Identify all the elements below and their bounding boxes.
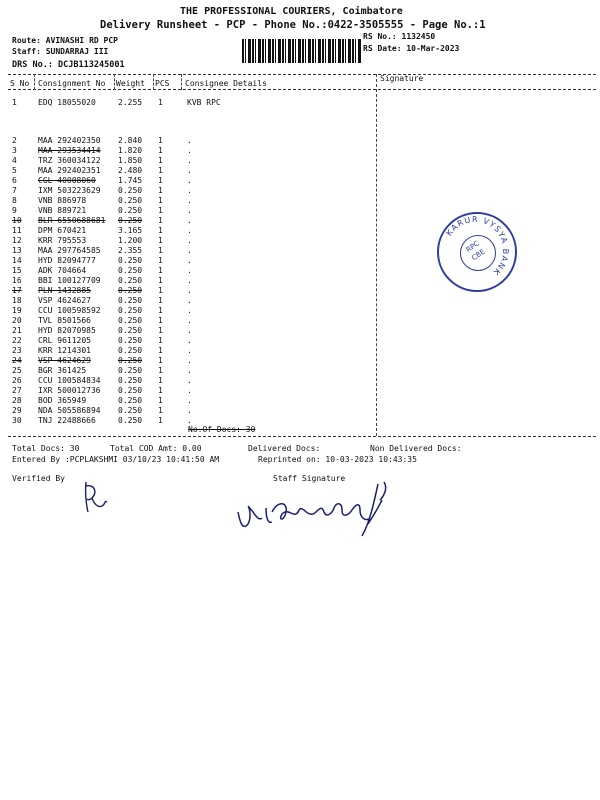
company-title: THE PROFESSIONAL COURIERS, Coimbatore — [180, 6, 403, 17]
row-weight: 0.250 — [118, 186, 143, 195]
row-sno: 3 — [12, 146, 17, 155]
delivered-docs: Delivered Docs: — [248, 444, 321, 453]
row-weight: 0.250 — [118, 376, 143, 385]
row-weight: 0.250 — [118, 276, 143, 285]
table-row — [0, 356, 600, 366]
row-weight: 1.200 — [118, 236, 143, 245]
row-consignee: . — [187, 136, 192, 145]
row-sno: 20 — [12, 316, 22, 325]
row-consignment: HYD 82070985 — [38, 326, 96, 335]
row-sno: 12 — [12, 236, 22, 245]
row-consignee: . — [187, 156, 192, 165]
reprinted-on: Reprinted on: 10-03-2023 10:43:35 — [258, 455, 417, 464]
row-consignment: PLN 1432885 — [38, 286, 91, 295]
row-weight: 1.745 — [118, 176, 143, 185]
row-consignment: TNJ 22488666 — [38, 416, 96, 425]
row-weight: 0.250 — [118, 296, 143, 305]
row-consignee: . — [187, 346, 192, 355]
staff-signature-label: Staff Signature — [273, 474, 346, 483]
no-of-docs: No.Of Docs: 30 — [188, 425, 256, 434]
row-sno: 1 — [12, 98, 17, 107]
route-label: Route: AVINASHI RD PCP — [12, 36, 118, 45]
verified-by-label: Verified By — [12, 474, 65, 483]
row-pcs: 1 — [158, 296, 163, 305]
table-row — [0, 376, 600, 386]
row-weight: 0.250 — [118, 346, 143, 355]
row-consignment: MAA 293534414 — [38, 146, 101, 155]
row-consignment: MAA 292402351 — [38, 166, 101, 175]
row-consignment: CRL 9611205 — [38, 336, 91, 345]
header-rule-top — [8, 74, 596, 75]
row-pcs: 1 — [158, 166, 163, 175]
row-sno: 10 — [12, 216, 22, 225]
row-weight: 0.250 — [118, 216, 143, 225]
row-consignee: . — [187, 246, 192, 255]
table-row — [0, 336, 600, 346]
table-row — [0, 166, 600, 176]
row-pcs: 1 — [158, 356, 163, 365]
row-weight: 0.250 — [118, 196, 143, 205]
row-consignee: . — [187, 226, 192, 235]
row-pcs: 1 — [158, 146, 163, 155]
row-weight: 0.250 — [118, 356, 143, 365]
row-pcs: 1 — [158, 306, 163, 315]
rs-number: RS No.: 1132450 — [363, 32, 436, 41]
row-consignment: VSP 4624627 — [38, 296, 91, 305]
row-consignee: . — [187, 176, 192, 185]
row-consignment: BGR 361425 — [38, 366, 87, 375]
col-divider — [114, 74, 115, 90]
row-consignment: VNB 889721 — [38, 206, 87, 215]
col-divider — [153, 74, 154, 90]
row-weight: 0.250 — [118, 396, 143, 405]
runsheet-subtitle: Delivery Runsheet - PCP - Phone No.:0422-3505555 - Page No.:1 — [100, 19, 486, 31]
row-weight: 1.820 — [118, 146, 143, 155]
total-cod: Total COD Amt: 0.00 — [110, 444, 202, 453]
table-row — [0, 156, 600, 166]
row-sno: 11 — [12, 226, 22, 235]
row-pcs: 1 — [158, 286, 163, 295]
table-row — [0, 386, 600, 396]
row-consignment: ADK 704664 — [38, 266, 87, 275]
row-weight: 0.250 — [118, 366, 143, 375]
row-weight: 0.250 — [118, 306, 143, 315]
row-sno: 5 — [12, 166, 17, 175]
staff-signature-image — [232, 478, 412, 540]
table-row — [0, 326, 600, 336]
row-weight: 2.355 — [118, 246, 143, 255]
table-row — [0, 406, 600, 416]
table-row — [0, 136, 600, 146]
row-pcs: 1 — [158, 396, 163, 405]
row-weight: 0.250 — [118, 416, 143, 425]
col-divider — [34, 74, 35, 90]
row-sno: 9 — [12, 206, 17, 215]
row-consignee: . — [187, 306, 192, 315]
col-header-consignment: Consignment No — [38, 79, 106, 88]
table-row — [0, 316, 600, 326]
row-sno: 18 — [12, 296, 22, 305]
row-sno: 24 — [12, 356, 22, 365]
svg-text:RPC: RPC — [464, 239, 481, 255]
row-weight: 3.165 — [118, 226, 143, 235]
row-sno: 26 — [12, 376, 22, 385]
row-consignment: DPM 670421 — [38, 226, 87, 235]
row-consignment: HYD 82094777 — [38, 256, 96, 265]
row-consignee: . — [187, 146, 192, 155]
table-row — [0, 416, 600, 426]
row-consignment: MAA 297764585 — [38, 246, 101, 255]
svg-text:KARUR VYSYA BANK: KARUR VYSYA BANK — [444, 214, 511, 278]
row-weight: 0.250 — [118, 266, 143, 275]
row-sno: 28 — [12, 396, 22, 405]
row-sno: 8 — [12, 196, 17, 205]
table-row — [0, 396, 600, 406]
col-header-consignee: Consignee Details — [185, 79, 267, 88]
svg-text:CBE: CBE — [470, 247, 487, 263]
row-sno: 2 — [12, 136, 17, 145]
row-pcs: 1 — [158, 256, 163, 265]
row-pcs: 1 — [158, 406, 163, 415]
verified-signature-image — [76, 478, 116, 518]
row-pcs: 1 — [158, 276, 163, 285]
row-consignment: BBI 100127709 — [38, 276, 101, 285]
table-row — [0, 176, 600, 186]
row-consignee: . — [187, 366, 192, 375]
stamp-text-graphic — [437, 212, 513, 288]
row-pcs: 1 — [158, 346, 163, 355]
barcode-image — [242, 39, 362, 63]
row-consignee: . — [187, 316, 192, 325]
row-pcs: 1 — [158, 216, 163, 225]
row-sno: 13 — [12, 246, 22, 255]
row-pcs: 1 — [158, 326, 163, 335]
row-weight: 0.250 — [118, 206, 143, 215]
row-sno: 23 — [12, 346, 22, 355]
row-weight: 0.250 — [118, 256, 143, 265]
row-consignee: . — [187, 336, 192, 345]
row-consignee: . — [187, 256, 192, 265]
row-sno: 27 — [12, 386, 22, 395]
row-weight: 2.840 — [118, 136, 143, 145]
row-weight: 1.850 — [118, 156, 143, 165]
row-sno: 21 — [12, 326, 22, 335]
row-consignment: VNB 886978 — [38, 196, 87, 205]
row-consignment: VSP 4624629 — [38, 356, 91, 365]
row-sno: 15 — [12, 266, 22, 275]
row-pcs: 1 — [158, 416, 163, 425]
row-sno: 30 — [12, 416, 22, 425]
header-rule-bottom — [8, 89, 596, 90]
table-row — [0, 98, 600, 108]
row-sno: 16 — [12, 276, 22, 285]
row-pcs: 1 — [158, 376, 163, 385]
row-pcs: 1 — [158, 316, 163, 325]
row-pcs: 1 — [158, 176, 163, 185]
total-docs: Total Docs: 30 — [12, 444, 80, 453]
row-sno: 14 — [12, 256, 22, 265]
row-sno: 19 — [12, 306, 22, 315]
row-pcs: 1 — [158, 156, 163, 165]
col-header-signature: Signature — [380, 74, 424, 83]
row-weight: 0.250 — [118, 286, 143, 295]
row-consignee: . — [187, 406, 192, 415]
row-pcs: 1 — [158, 246, 163, 255]
row-consignee: . — [187, 216, 192, 225]
row-consignee: . — [187, 196, 192, 205]
row-consignee: KVB RPC — [187, 98, 221, 107]
row-consignment: TRZ 360034122 — [38, 156, 101, 165]
row-weight: 0.250 — [118, 336, 143, 345]
row-consignee: . — [187, 376, 192, 385]
row-consignment: CGL 40008060 — [38, 176, 96, 185]
row-consignment: CCU 100584834 — [38, 376, 101, 385]
row-consignment: IXM 503223629 — [38, 186, 101, 195]
row-consignment: BOD 365949 — [38, 396, 87, 405]
row-weight: 0.250 — [118, 326, 143, 335]
table-row — [0, 296, 600, 306]
row-consignee: . — [187, 236, 192, 245]
non-delivered-docs: Non Delivered Docs: — [370, 444, 462, 453]
row-consignee: . — [187, 386, 192, 395]
row-pcs: 1 — [158, 196, 163, 205]
col-header-pcs: PCS — [155, 79, 170, 88]
row-sno: 22 — [12, 336, 22, 345]
row-weight: 0.250 — [118, 316, 143, 325]
row-weight: 2.480 — [118, 166, 143, 175]
row-consignment: IXR 500012736 — [38, 386, 101, 395]
table-row — [0, 366, 600, 376]
row-sno: 17 — [12, 286, 22, 295]
row-consignee: . — [187, 416, 192, 425]
table-row — [0, 196, 600, 206]
row-weight: 0.250 — [118, 386, 143, 395]
row-consignee: . — [187, 286, 192, 295]
row-consignment: KRR 795553 — [38, 236, 87, 245]
bank-stamp — [437, 212, 517, 292]
col-header-sno: S No — [10, 79, 30, 88]
row-pcs: 1 — [158, 336, 163, 345]
row-consignment: KRR 1214301 — [38, 346, 91, 355]
entered-by: Entered By :PCPLAKSHMI 03/10/23 10:41:50 AM — [12, 455, 220, 464]
row-sno: 25 — [12, 366, 22, 375]
row-pcs: 1 — [158, 206, 163, 215]
table-bottom-rule — [8, 436, 596, 437]
row-consignment: CCU 100598592 — [38, 306, 101, 315]
row-pcs: 1 — [158, 136, 163, 145]
table-row — [0, 306, 600, 316]
col-header-weight: Weight — [116, 79, 145, 88]
row-consignee: . — [187, 296, 192, 305]
rs-date: RS Date: 10-Mar-2023 — [363, 44, 460, 53]
row-sno: 7 — [12, 186, 17, 195]
row-consignment: MAA 292402350 — [38, 136, 101, 145]
row-weight: 0.250 — [118, 406, 143, 415]
row-consignee: . — [187, 396, 192, 405]
table-row — [0, 186, 600, 196]
row-consignee: . — [187, 276, 192, 285]
row-consignee: . — [187, 206, 192, 215]
staff-label: Staff: SUNDARRAJ III — [12, 47, 109, 56]
row-pcs: 1 — [158, 98, 163, 107]
row-pcs: 1 — [158, 386, 163, 395]
row-pcs: 1 — [158, 236, 163, 245]
row-pcs: 1 — [158, 226, 163, 235]
row-consignee: . — [187, 166, 192, 175]
row-sno: 29 — [12, 406, 22, 415]
row-consignee: . — [187, 266, 192, 275]
row-consignment: NDA 505586894 — [38, 406, 101, 415]
row-consignment: TVL 8501566 — [38, 316, 91, 325]
drs-number: DRS No.: DCJB113245001 — [12, 60, 125, 70]
row-pcs: 1 — [158, 186, 163, 195]
row-consignee: . — [187, 356, 192, 365]
row-sno: 4 — [12, 156, 17, 165]
table-row — [0, 146, 600, 156]
row-consignee: . — [187, 186, 192, 195]
row-pcs: 1 — [158, 366, 163, 375]
row-sno: 6 — [12, 176, 17, 185]
row-weight: 2.255 — [118, 98, 143, 107]
table-row — [0, 346, 600, 356]
row-pcs: 1 — [158, 266, 163, 275]
row-consignment: EDQ 18055020 — [38, 98, 96, 107]
row-consignment: BLR 6550688681 — [38, 216, 106, 225]
row-consignee: . — [187, 326, 192, 335]
col-divider — [181, 74, 182, 90]
